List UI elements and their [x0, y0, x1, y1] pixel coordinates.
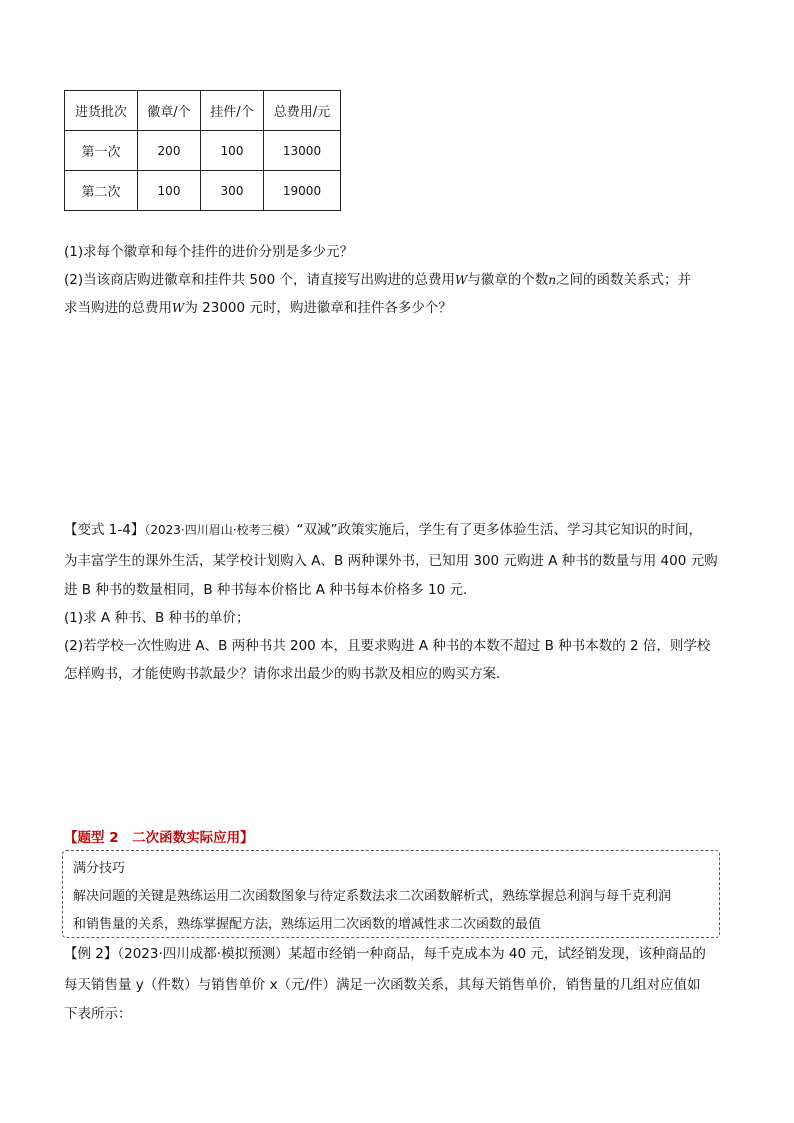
- table-header-cell: 挂件/个: [201, 91, 264, 131]
- variant-text: “双减”政策实施后，学生有了更多体验生活、学习其它知识的时间，: [296, 522, 703, 538]
- variant-tag: 【变式 1-4】: [64, 522, 145, 538]
- variant-1-4-part-2: (2)若学校一次性购进 A、B 两种书共 200 本，且要求购进 A 种书的本数不超过 B 种书本数的 2 倍，则学校: [64, 638, 711, 654]
- variable-w: W: [454, 273, 468, 287]
- table-row: [65, 131, 341, 171]
- example-2-line-3: 下表所示：: [64, 1006, 132, 1022]
- tips-line-2: 和销售量的关系，熟练掌握配方法，熟练运用二次函数的增减性求二次函数的最值: [73, 917, 542, 932]
- tips-title: 满分技巧: [73, 861, 126, 876]
- variant-1-4-part-1: (1)求 A 种书、B 种书的单价；: [64, 610, 250, 626]
- table-header-cell: 徽章/个: [138, 91, 201, 131]
- variant-1-4-line-1: [64, 518, 702, 538]
- variable-w: W: [172, 301, 185, 315]
- table-cell: 200: [138, 131, 201, 171]
- table-cell: 13000: [264, 131, 341, 171]
- topic-2-heading: 【题型 2 二次函数实际应用】: [64, 830, 254, 846]
- table-row: [65, 171, 341, 211]
- tips-line-1: 解决问题的关键是熟练运用二次函数图象与待定系数法求二次函数解析式，熟练掌握总利润与每千克利润: [73, 889, 672, 904]
- table-header-cell: 总费用/元: [264, 91, 341, 131]
- table-cell: 100: [201, 131, 264, 171]
- table-header-row: [65, 91, 341, 131]
- variant-1-4-line-3: 进 B 种书的数量相同，B 种书每本价格比 A 种书每本价格多 10 元．: [64, 582, 477, 598]
- q1-text: 与徽章的个数: [467, 272, 549, 288]
- variant-source: （2023·四川眉山·校考三模）: [144, 523, 297, 537]
- variable-n: n: [548, 273, 557, 287]
- example-2-line-2: 每天销售量 y（件数）与销售单价 x（元/件）满足一次函数关系，其每天销售单价，销售量的几组对应值如: [64, 977, 701, 993]
- table-cell: 第一次: [65, 131, 138, 171]
- table-cell: 100: [138, 171, 201, 211]
- q1-text: 之间的函数关系式；并: [556, 272, 692, 288]
- question-1-part-2-cont: [64, 296, 452, 316]
- example-2-line-1: 【例 2】（2023·四川成都·模拟预测）某超市经销一种商品，每千克成本为 40 元，试经销发现，该种商品的: [64, 946, 706, 962]
- question-1-part-1: (1)求每个徽章和每个挂件的进价分别是多少元？: [64, 244, 354, 260]
- tips-box: [62, 850, 720, 938]
- table-header-cell: 进货批次: [65, 91, 138, 131]
- variant-1-4-part-2-cont: 怎样购书，才能使购书款最少？请你求出最少的购书款及相应的购买方案．: [64, 666, 510, 682]
- table-cell: 19000: [264, 171, 341, 211]
- q1-text: 求当购进的总费用: [64, 300, 172, 316]
- q1-text: 为 23000 元时，购进徽章和挂件各多少个？: [184, 300, 452, 316]
- table-cell: 第二次: [65, 171, 138, 211]
- q1-text: (2)当该商店购进徽章和挂件共 500 个，请直接写出购进的总费用: [64, 272, 455, 288]
- question-1-part-2: [64, 268, 691, 288]
- table-cell: 300: [201, 171, 264, 211]
- purchase-table: [64, 90, 341, 211]
- variant-1-4-line-2: 为丰富学生的课外生活，某学校计划购入 A、B 两种课外书，已知用 300 元购进 A 种书的数量与用 400 元购: [64, 553, 718, 569]
